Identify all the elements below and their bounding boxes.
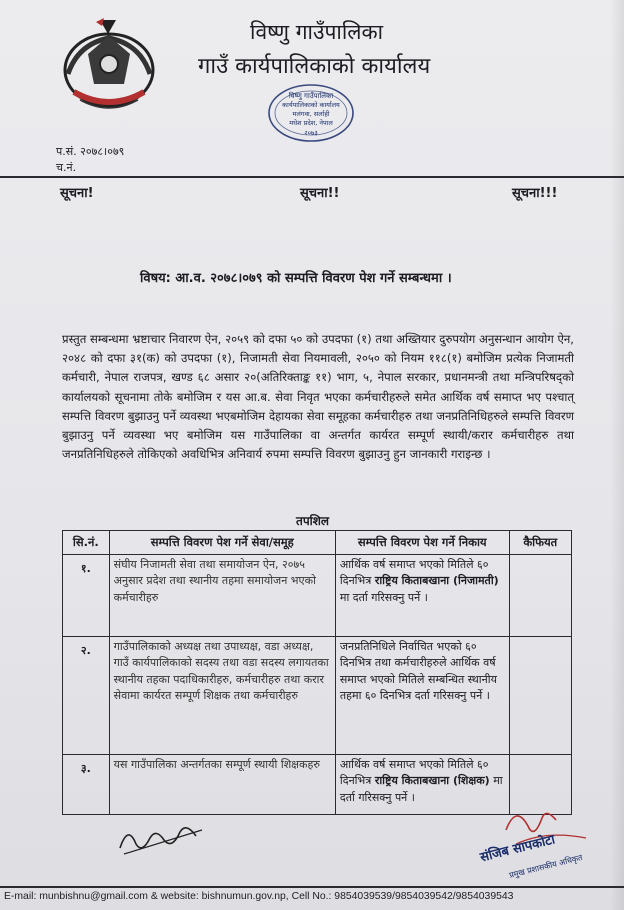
row-group: संघीय निजामती सेवा तथा समायोजन ऐन, २०७५ अनुसार प्रदेश तथा स्थानीय तहमा समायोजन भएको कर्मचारीहरु: [109, 554, 335, 636]
authority-bold: राष्ट्रिय किताबखाना (निजामती): [374, 574, 499, 588]
stamp-line-2: कार्यपालिकाको कार्यालय: [282, 101, 340, 109]
table-header-row: [63, 531, 572, 555]
authority-bold: राष्ट्रिय किताबखाना (शिक्षक): [374, 774, 490, 788]
table-row: [63, 636, 572, 754]
body-paragraph: प्रस्तुत सम्बन्धमा भ्रष्टाचार निवारण ऐन, २०५९ को दफा ५० को उपदफा (१) तथा अख्तियार दुरुपयोग अनुसन्धान आयोग ऐन, २०४८ को दफा ३१(क) को उपदफा (१), निजामती सेवा नियमावली, २०५० को नियम ११८(१) बमोजिम प्रत्येक निजामती कर्मचारी, नेपाल राजपत्र, खण्ड ६८ असार २०(अतिरिक्ताङ्क ११) भाग, ५, नेपाल सरकार, प्रधानमन्त्री तथा मन्त्रिपरिषद्को कार्यालयको सूचनामा तोके बमोजिम र यस आ.ब. सेवा निवृत भएका कर्मचारीहरुले समेत आर्थिक वर्ष समाप्त भए पश्चात् सम्पत्ति विवरण बुझाउनु पर्ने व्यवस्था भएबमोजिम देहायका सेवा समूहका कर्मचारीहरु तथा जनप्रतिनिधिहरुले सम्पत्ति विवरण बुझाउनु पर्ने व्यवस्था भए बमोजिम यस गाउँपालिका वा अन्तर्गत कार्यरत सम्पूर्ण स्थायी/करार कर्मचारीहरु तथा जनप्रतिनिधिहरुले तोकिएको अवधिभित्र अनिवार्य रुपमा सम्पत्ति विवरण बुझाउनु हुन जानकारी गराइन्छ ।: [62, 332, 574, 462]
dispatch-number: च.नं.: [56, 161, 77, 174]
row-remarks: [509, 636, 571, 754]
nepal-emblem-icon: [58, 14, 160, 114]
reference-number: प.सं. २०७८।०७९: [56, 145, 125, 158]
details-table: [62, 530, 572, 815]
authority-text: आर्थिक वर्ष समाप्त भएको मितिले ६० दिनभित्र: [339, 557, 489, 588]
row-sn: १.: [63, 554, 110, 636]
stamp-line-3: मलंगवा, सर्लाही: [292, 110, 330, 118]
office-stamp: [266, 82, 356, 144]
col-header-authority: सम्पत्ति विवरण पेश गर्ने निकाय: [335, 531, 509, 555]
details-heading: तपशिल: [296, 514, 330, 528]
office-subtitle: गाउँ कार्यपालिकाको कार्यालय: [198, 54, 431, 79]
officer-name: संजिब सापकोटा: [478, 832, 557, 866]
authority-text: जनप्रतिनिधिले निर्वाचित भएको ६० दिनभित्र तथा कर्मचारीहरुले आर्थिक वर्ष समाप्त भएको मितिले सम्बन्धित स्थानीय तहमा ६० दिनभित्र दर्ता गरिसक्नु पर्ने ।: [339, 639, 497, 703]
stamp-line-5: २०७३: [304, 129, 318, 137]
stamp-line-1: विष्णु गाउँपालिका: [288, 92, 334, 100]
row-remarks: [509, 554, 571, 636]
subject-line: विषय: आ.व. २०७८।०७९ को सम्पत्ति विवरण पेश गर्ने सम्बन्धमा ।: [140, 271, 452, 286]
authority-text-end: मा दर्ता गरिसक्नु पर्ने ।: [339, 590, 428, 604]
officer-title: प्रमुख प्रशासकीय अधिकृत: [508, 853, 584, 880]
row-sn: ३.: [63, 754, 110, 814]
footer-divider: [0, 886, 624, 888]
authority-text-end: मा दर्ता गरिसक्नु पर्ने ।: [339, 774, 503, 804]
footer-contact: E-mail: munbishnu@gmail.com & website: bishnumun.gov.np, Cell No.: 9854039539/9854039542/9854039543: [4, 891, 514, 902]
authority-text: आर्थिक वर्ष समाप्त भएको मितिले ६० दिनभित्र: [339, 757, 489, 788]
col-header-group: सम्पत्ति विवरण पेश गर्ने सेवा/समूह: [109, 531, 335, 555]
office-title: विष्णु गाउँपालिका: [250, 20, 384, 44]
header-divider: [0, 176, 624, 178]
table-row: [63, 554, 572, 636]
handwritten-signature-left: [116, 814, 206, 860]
row-authority: [335, 636, 509, 754]
row-group: यस गाउँपालिका अन्तर्गतका सम्पूर्ण स्थायी शिक्षकहरु: [109, 754, 335, 814]
notice-label-1: सूचना!: [60, 186, 94, 201]
stamp-line-4: मधेश प्रदेश, नेपाल: [289, 119, 333, 127]
notice-label-2: सूचना!!: [300, 186, 340, 201]
row-authority: [335, 554, 509, 636]
row-sn: २.: [63, 636, 110, 754]
row-group: गाउँपालिकाको अध्यक्ष तथा उपाध्यक्ष, वडा अध्यक्ष, गाउँ कार्यपालिकाको सदस्य तथा वडा सदस्य लगायतका स्थानीय तहका पदाधिकारीहरु, कर्मचारीहरु तथा करार सेवामा कार्यरत सम्पूर्ण शिक्षक तथा कर्मचारीहरु: [109, 636, 335, 754]
col-header-sn: सि.नं.: [63, 531, 110, 555]
col-header-remarks: कैफियत: [509, 531, 571, 555]
notice-label-3: सूचना!!!: [512, 186, 558, 201]
